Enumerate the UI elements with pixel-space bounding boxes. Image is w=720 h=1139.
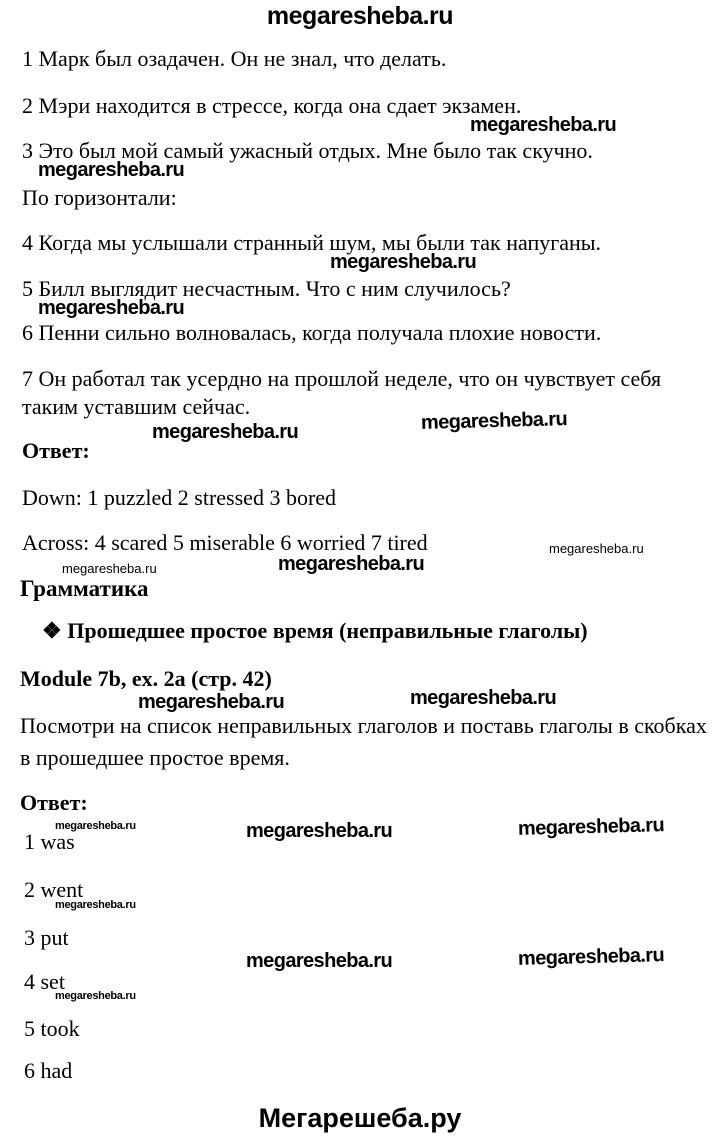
watermark-tiny: megaresheba.ru xyxy=(55,990,136,1002)
answer-heading-grammar: Ответ: xyxy=(20,790,88,815)
watermark-bold: megaresheba.ru xyxy=(38,159,185,181)
clue-down-1: 1 Марк был озадачен. Он не знал, что делать. xyxy=(22,46,447,71)
watermark-bold: megaresheba.ru xyxy=(330,251,477,273)
clue-across-7: 7 Он работал так усердно на прошлой неделе, что он чувствует себя таким уставшим сейчас. xyxy=(22,366,662,419)
answer-down: Down: 1 puzzled 2 stressed 3 bored xyxy=(22,485,337,510)
watermark-bold: megaresheba.ru xyxy=(517,944,665,970)
clue-across-4: 4 Когда мы услышали странный шум, мы были так напуганы. xyxy=(22,230,602,255)
grammar-answer-2: 2 went xyxy=(24,877,84,902)
four-diamond-icon: ❖ xyxy=(42,618,62,643)
watermark-bold: megaresheba.ru xyxy=(38,297,185,319)
watermark-bold: megaresheba.ru xyxy=(246,950,393,972)
answer-heading-crossword: Ответ: xyxy=(22,438,90,463)
grammar-answer-4: 4 set xyxy=(24,969,65,994)
grammar-answer-6: 6 had xyxy=(24,1058,73,1083)
clue-down-3: 3 Это был мой самый ужасный отдых. Мне было так скучно. xyxy=(22,138,593,163)
watermark-bold: megaresheba.ru xyxy=(246,820,393,842)
watermark-bold: megaresheba.ru xyxy=(152,421,299,443)
answer-across: Across: 4 scared 5 miserable 6 worried 7 tired xyxy=(22,530,428,555)
clue-down-2: 2 Мэри находится в стрессе, когда она сдает экзамен. xyxy=(22,93,522,118)
grammar-topic-text: Прошедшее простое время (неправильные глаголы) xyxy=(67,618,588,643)
watermark-bold: megaresheba.ru xyxy=(410,687,557,709)
clue-across-6: 6 Пенни сильно волновалась, когда получала плохие новости. xyxy=(22,320,602,345)
grammar-task-text: Посмотри на список неправильных глаголов и поставь глаголы в скобках в прошедшее простое время. xyxy=(20,713,707,770)
site-watermark-header: megaresheba.ru xyxy=(266,2,454,30)
watermark-bold: megaresheba.ru xyxy=(517,814,665,840)
watermark-small: megaresheba.ru xyxy=(549,541,644,556)
watermark-tiny: megaresheba.ru xyxy=(55,899,136,911)
grammar-section-heading: Грамматика xyxy=(20,576,149,601)
watermark-bold: megaresheba.ru xyxy=(420,408,568,434)
clue-across-5: 5 Билл выглядит несчастным. Что с ним случилось? xyxy=(22,276,511,301)
grammar-answer-5: 5 took xyxy=(24,1016,80,1041)
watermark-tiny: megaresheba.ru xyxy=(55,820,136,832)
site-brand-footer: Мегарешеба.ру xyxy=(258,1103,462,1133)
across-heading: По горизонтали: xyxy=(22,185,177,210)
module-heading: Module 7b, ex. 2a (стр. 42) xyxy=(20,666,272,691)
grammar-topic-heading xyxy=(42,617,588,645)
watermark-small: megaresheba.ru xyxy=(62,561,157,576)
watermark-bold: megaresheba.ru xyxy=(278,553,425,575)
watermark-bold: megaresheba.ru xyxy=(138,691,285,713)
watermark-bold: megaresheba.ru xyxy=(470,114,617,136)
grammar-answer-1: 1 was xyxy=(24,829,75,854)
grammar-answer-3: 3 put xyxy=(24,925,69,950)
